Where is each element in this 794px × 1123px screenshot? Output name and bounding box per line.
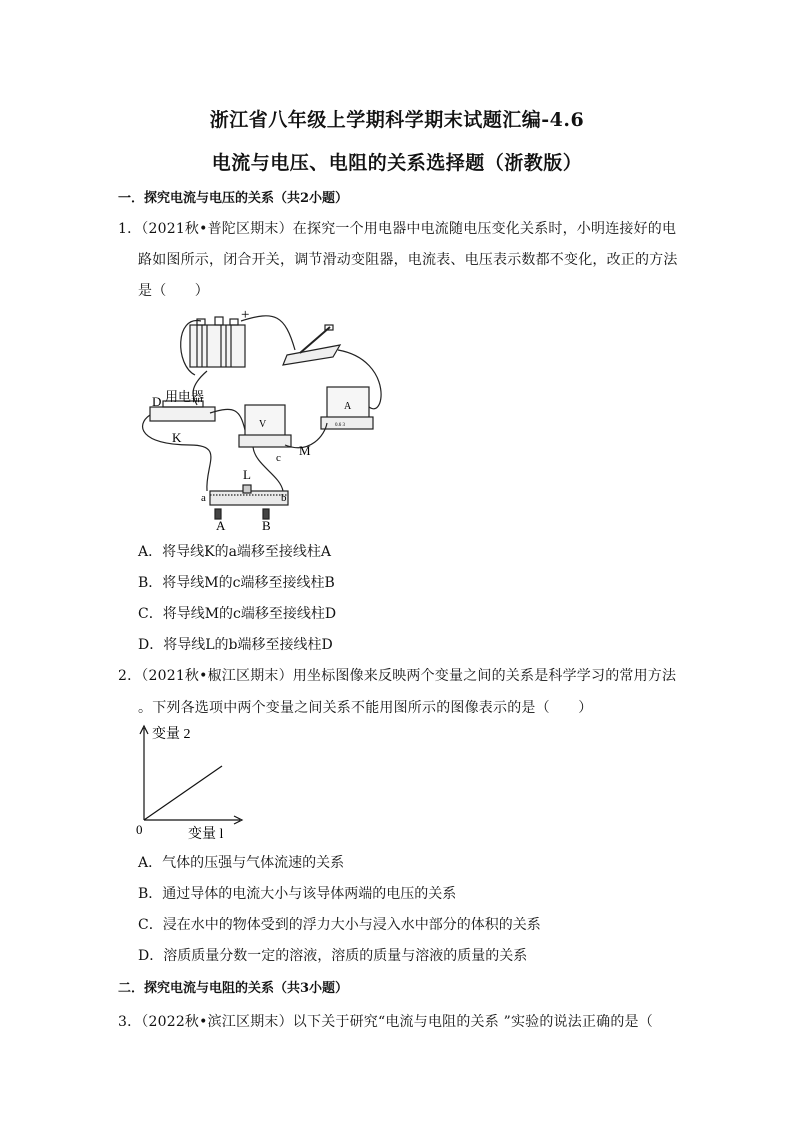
q2-text-line2: 。下列各选项中两个变量之间关系不能用图所示的图像表示的是（ ）: [138, 700, 593, 716]
document-title-line2: 电流与电压、电阻的关系选择题（浙教版）: [211, 152, 583, 174]
q1-text-line2: 路如图所示，闭合开关，调节滑动变阻器，电流表、电压表示数都不变化，改正的方法: [138, 252, 678, 268]
label-ammeter-scale: 0.6 3: [335, 423, 345, 428]
q2-option-a: A．气体的压强与气体流速的关系: [138, 855, 345, 871]
q2-option-b: B．通过导体的电流大小与该导体两端的电压的关系: [138, 886, 457, 902]
document-title-line1: 浙江省八年级上学期科学期末试题汇编-4.6: [209, 109, 585, 131]
label-D: D: [152, 394, 162, 409]
q1-text-line1: 1．（2021秋•普陀区期末）在探究一个用电器中电流随电压变化关系时，小明连接好的电: [118, 221, 677, 237]
label-M: M: [299, 443, 311, 458]
label-V: V: [259, 419, 267, 430]
label-B: B: [262, 518, 271, 533]
label-L: L: [243, 467, 251, 482]
switch-icon: [283, 325, 340, 365]
q1-option-c: C．将导线M的c端移至接线柱D: [138, 606, 337, 622]
label-a: a: [201, 492, 206, 504]
q1-circuit-figure: [135, 305, 395, 535]
q2-option-d: D．溶质质量分数一定的溶液，溶质的质量与溶液的质量的关系: [138, 948, 528, 964]
q1-option-a: A．将导线K的a端移至接线柱A: [138, 544, 332, 560]
q1-option-b: B．将导线M的c端移至接线柱B: [138, 575, 335, 591]
q2-graph-figure: [128, 718, 248, 843]
q1-option-d: D．将导线L的b端移至接线柱D: [138, 637, 333, 653]
battery-icon: [190, 317, 245, 367]
q1-text-line3: 是（ ）: [138, 283, 209, 299]
label-K: K: [172, 430, 182, 445]
label-device: 用电器: [165, 389, 205, 404]
label-A-meter: A: [344, 401, 352, 412]
label-plus: +: [241, 307, 250, 323]
rheostat-icon: [210, 485, 288, 519]
label-c: c: [276, 452, 281, 464]
q3-text-line1: 3．（2022秋•滨江区期末）以下关于研究“电流与电阻的关系 ”实验的说法正确的是（: [118, 1014, 653, 1030]
graph-xlabel: 变量 l: [188, 827, 224, 842]
label-b: b: [281, 492, 287, 504]
graph-origin: 0: [136, 822, 143, 837]
graph-ylabel: 变量 2: [152, 727, 191, 742]
section-heading-2: 二．探究电流与电阻的关系（共3小题）: [118, 981, 349, 996]
section-heading-1: 一．探究电流与电压的关系（共2小题）: [118, 191, 349, 206]
label-A: A: [216, 518, 226, 533]
q2-text-line1: 2．（2021秋•椒江区期末）用坐标图像来反映两个变量之间的关系是科学学习的常用方法: [118, 668, 677, 684]
q2-option-c: C．浸在水中的物体受到的浮力大小与浸入水中部分的体积的关系: [138, 917, 541, 933]
